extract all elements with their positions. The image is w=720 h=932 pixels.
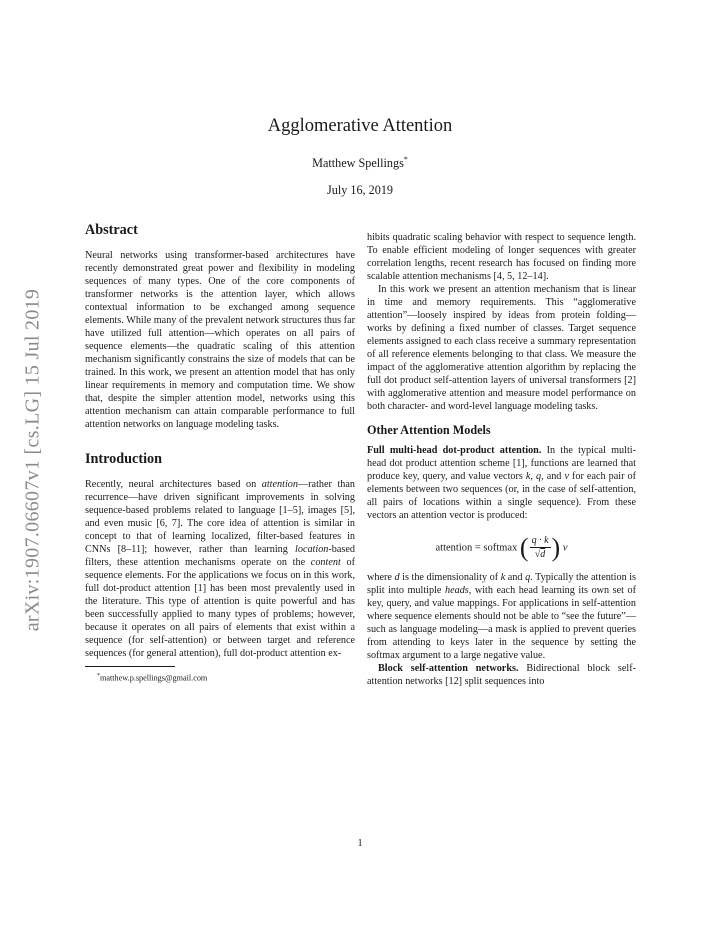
intro-continuation: hibits quadratic scaling behavior with respect to sequence length. To enable efficient modeling of longer sequences with greater correlation lengths, recent research has focused on finding more scalable attention mechanisms [4, 5, 12–14].	[367, 232, 636, 282]
paper-date: July 16, 2019	[326, 183, 394, 197]
arxiv-identifier: arXiv:1907.06607v1 [cs.LG] 15 Jul 2019	[21, 288, 44, 632]
author-footnote-mark: *	[403, 155, 408, 164]
equation-fraction: $\frac{q \cdot k}{√d}$	[531, 535, 549, 560]
introduction-heading: Introduction	[85, 451, 162, 467]
intro-paragraph-2: In this work we present an attention mechanism that is linear in time and memory requirements. This “agglomerative attention”—loosely inspired by ideas from protein folding—works by defining a fixed number of classes. Target sequence elements assigned to each class receive a summary representation of all reference elements belonging to that class. We measure the impact of the agglomerative attention algorithm by replacing the full dot product self-attention layers of universal transformers [2] with agglomerative attention and measure model performance on both character- and word-level language modeling tasks.	[367, 284, 636, 412]
left-column	[85, 224, 355, 685]
page-number: 1	[357, 838, 363, 849]
other-attention-models-heading: Other Attention Models	[367, 423, 491, 437]
block-self-attention-paragraph: Block self-attention networks. Bidirectional block self-attention networks [12] split sequences into	[367, 663, 636, 687]
full-multihead-runin: Full multi-head dot-product attention.	[367, 445, 542, 456]
introduction-paragraph: Recently, neural architectures based on attention—rather than recurrence—have driven significant improvements in solving sequence-based problems related to language [1–5], images [5], and even music [6, 7]. The core idea of attention is similar in concept to that of learning localized, filter-based features in CNNs [8–11]; however, rather than learning location-based filters, these attention mechanisms operate on the content of sequence elements. For the applications we focus on in this work, full dot-product attention [1] has been most prevalently used in the literature. This type of attention is quite powerful and has been successfully applied to many types of problems; however, because it operates on all pairs of elements that exist within a sequence (for self-attention) or between target and reference sequences (for general attention), full dot-product attention ex-	[85, 479, 356, 659]
footnote-email: matthew.p.spellings@gmail.com	[100, 673, 208, 683]
abstract-heading: Abstract	[85, 222, 138, 238]
block-self-attention-runin: Block self-attention networks.	[378, 663, 519, 674]
footnote-rule	[85, 666, 175, 667]
author-line	[0, 155, 720, 171]
where-paragraph: where d is the dimensionality of k and q. Typically the attention is split into multiple heads, with each head learning its own set of key, query, and value mappings. For applications in self-attention where sequence elements should not be able to “see the future”—such as language modeling—a mask is applied to prevent queries from attending to keys later in the sequence by setting the softmax argument to a large negative value.	[367, 572, 637, 661]
full-multihead-paragraph: Full multi-head dot-product attention. In the typical multi-head dot product attention scheme [1], functions are learned that produce key, query, and value vectors k, q, and v for each pair of elements between two sequences (or, in the case of self-attention, all pairs of locations within a single sequence). From these vectors an attention vector is produced:	[367, 445, 636, 521]
abstract-text: Neural networks using transformer-based architectures have recently demonstrated great power and flexibility in modeling sequences of many types. One of the core components of transformer networks is the attention layer, which allows contextual information to be exchanged among sequence elements. While many of the prevalent network structures thus far have utilized full attention—which operates on all pairs of sequence elements—the quadratic scaling of this attention mechanism significantly constrains the size of models that can be trained. In this work, we present an attention model that has only linear requirements in memory and computation time. We show that, despite the simpler attention model, networks using this attention mechanism can attain comparable performance to full attention networks on language modeling tasks.	[85, 250, 355, 430]
attention-equation: attention = softmax ( $\frac{q \cdot k}{√d}$ ) v	[435, 533, 568, 562]
author-name: Matthew Spellings	[312, 156, 404, 171]
right-column	[367, 231, 636, 688]
footnote: *matthew.p.spellings@gmail.com	[97, 673, 208, 683]
paper-title: Agglomerative Attention	[267, 116, 453, 136]
